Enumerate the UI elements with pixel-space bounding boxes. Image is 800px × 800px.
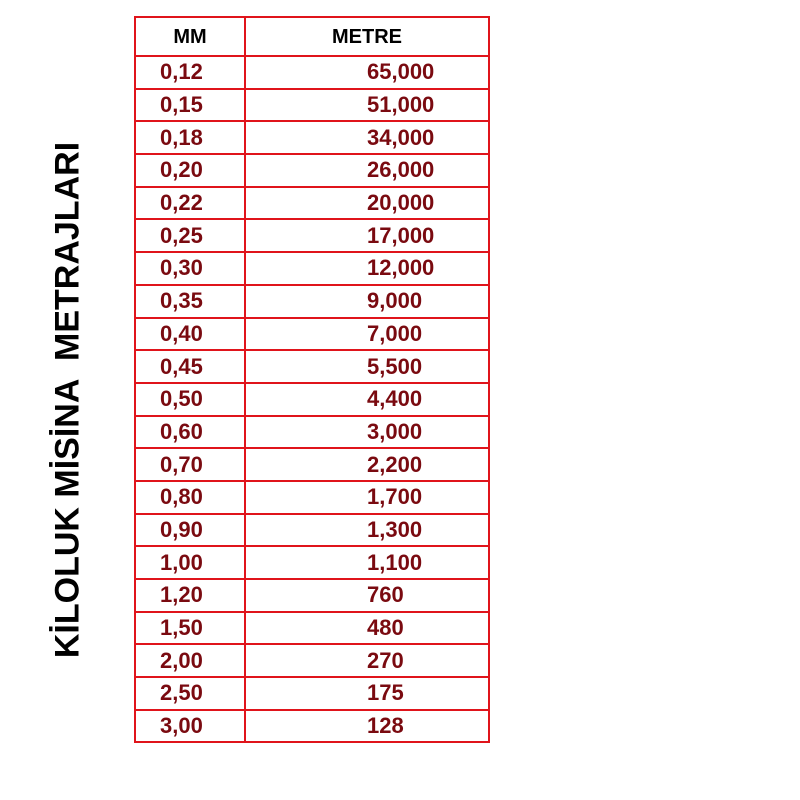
mm-cell: 0,25 (135, 219, 245, 252)
table-body (135, 56, 489, 742)
metre-cell: 34,000 (245, 121, 489, 154)
header-mm: MM (135, 17, 245, 56)
table-row (135, 416, 489, 449)
table-row (135, 612, 489, 645)
table-row (135, 318, 489, 351)
mm-cell: 0,50 (135, 383, 245, 416)
table-row (135, 56, 489, 89)
metre-cell: 128 (245, 710, 489, 743)
table-row (135, 448, 489, 481)
table-row (135, 579, 489, 612)
metre-cell: 7,000 (245, 318, 489, 351)
metre-cell: 1,700 (245, 481, 489, 514)
metre-cell: 270 (245, 644, 489, 677)
metrage-table (134, 16, 490, 743)
mm-cell: 0,90 (135, 514, 245, 547)
metre-cell: 1,300 (245, 514, 489, 547)
metre-cell: 12,000 (245, 252, 489, 285)
table-row (135, 677, 489, 710)
header-metre: METRE (245, 17, 489, 56)
table-row (135, 285, 489, 318)
mm-cell: 0,40 (135, 318, 245, 351)
mm-cell: 0,80 (135, 481, 245, 514)
metre-cell: 1,100 (245, 546, 489, 579)
mm-cell: 0,20 (135, 154, 245, 187)
metre-cell: 9,000 (245, 285, 489, 318)
table-row (135, 187, 489, 220)
table-row (135, 121, 489, 154)
mm-cell: 0,60 (135, 416, 245, 449)
table-header-row (135, 17, 489, 56)
page-title: KİLOLUK MİSİNA METRAJLARI (48, 141, 87, 659)
metre-cell: 4,400 (245, 383, 489, 416)
mm-cell: 2,50 (135, 677, 245, 710)
table-row (135, 481, 489, 514)
metre-cell: 17,000 (245, 219, 489, 252)
mm-cell: 0,35 (135, 285, 245, 318)
table-row (135, 546, 489, 579)
table-row (135, 219, 489, 252)
metre-cell: 175 (245, 677, 489, 710)
table-row (135, 710, 489, 743)
metre-cell: 20,000 (245, 187, 489, 220)
table-row (135, 383, 489, 416)
metre-cell: 760 (245, 579, 489, 612)
mm-cell: 1,20 (135, 579, 245, 612)
mm-cell: 2,00 (135, 644, 245, 677)
metre-cell: 2,200 (245, 448, 489, 481)
mm-cell: 0,22 (135, 187, 245, 220)
metre-cell: 3,000 (245, 416, 489, 449)
metre-cell: 26,000 (245, 154, 489, 187)
metre-cell: 5,500 (245, 350, 489, 383)
table-row (135, 252, 489, 285)
mm-cell: 3,00 (135, 710, 245, 743)
table-row (135, 644, 489, 677)
table-row (135, 89, 489, 122)
mm-cell: 0,18 (135, 121, 245, 154)
metre-cell: 65,000 (245, 56, 489, 89)
mm-cell: 1,00 (135, 546, 245, 579)
mm-cell: 0,12 (135, 56, 245, 89)
metre-cell: 51,000 (245, 89, 489, 122)
table-row (135, 514, 489, 547)
mm-cell: 0,45 (135, 350, 245, 383)
table-row (135, 154, 489, 187)
mm-cell: 0,15 (135, 89, 245, 122)
mm-cell: 1,50 (135, 612, 245, 645)
table-row (135, 350, 489, 383)
mm-cell: 0,30 (135, 252, 245, 285)
mm-cell: 0,70 (135, 448, 245, 481)
metre-cell: 480 (245, 612, 489, 645)
